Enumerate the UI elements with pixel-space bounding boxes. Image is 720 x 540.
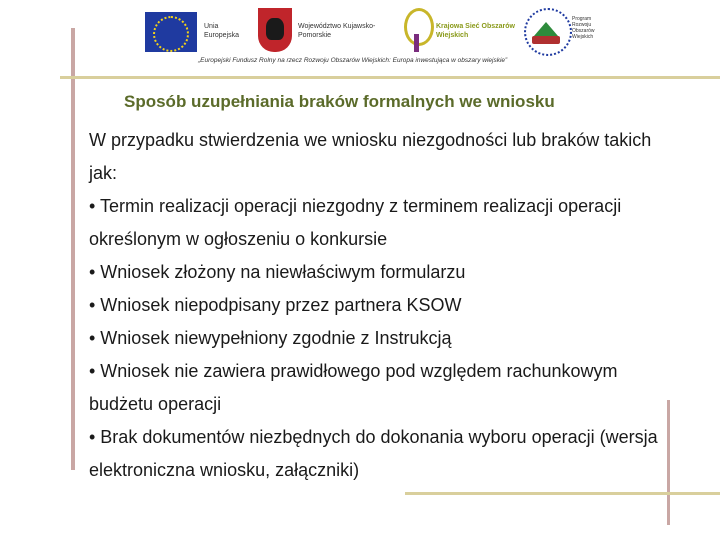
prow-logo-label: Program Rozwoju Obszarów Wiejskich [572, 16, 595, 40]
frame-line-bottom [405, 492, 720, 495]
region-crest-logo [258, 8, 292, 52]
list-item: • Wniosek niewypełniony zgodnie z Instrukcją [89, 328, 452, 348]
intro-text: W przypadku stwierdzenia we wniosku niezgodności lub braków takich jak: [89, 130, 652, 183]
slide-body [89, 124, 659, 487]
region-logo-label: Województwo Kujawsko-Pomorskie [298, 23, 376, 39]
ksow-logo-label: Krajowa Sieć Obszarów Wiejskich [436, 23, 515, 39]
frame-line-top [60, 76, 720, 79]
frame-line-right [667, 400, 670, 525]
eu-logo-label: Unia Europejska [204, 23, 240, 39]
list-item: • Brak dokumentów niezbędnych do dokonania wyboru operacji (wersja elektroniczna wniosku, załączniki) [89, 427, 658, 480]
list-item: • Wniosek złożony na niewłaściwym formularzu [89, 262, 466, 282]
frame-line-left [71, 28, 75, 470]
funding-tagline: „Europejski Fundusz Rolny na rzecz Rozwoju Obszarów Wiejskich: Europa inwestująca w obszary wiejskie” [198, 57, 508, 64]
ksow-logo [402, 8, 432, 54]
list-item: • Termin realizacji operacji niezgodny z terminem realizacji operacji określonym w ogłoszeniu o konkursie [89, 196, 622, 249]
slide-title: Sposób uzupełniania braków formalnych we wniosku [124, 92, 555, 111]
eu-flag-logo [145, 12, 197, 52]
prow-logo [524, 8, 568, 54]
list-item: • Wniosek niepodpisany przez partnera KSOW [89, 295, 462, 315]
list-item: • Wniosek nie zawiera prawidłowego pod względem rachunkowym budżetu operacji [89, 361, 618, 414]
logo-band [140, 6, 595, 58]
